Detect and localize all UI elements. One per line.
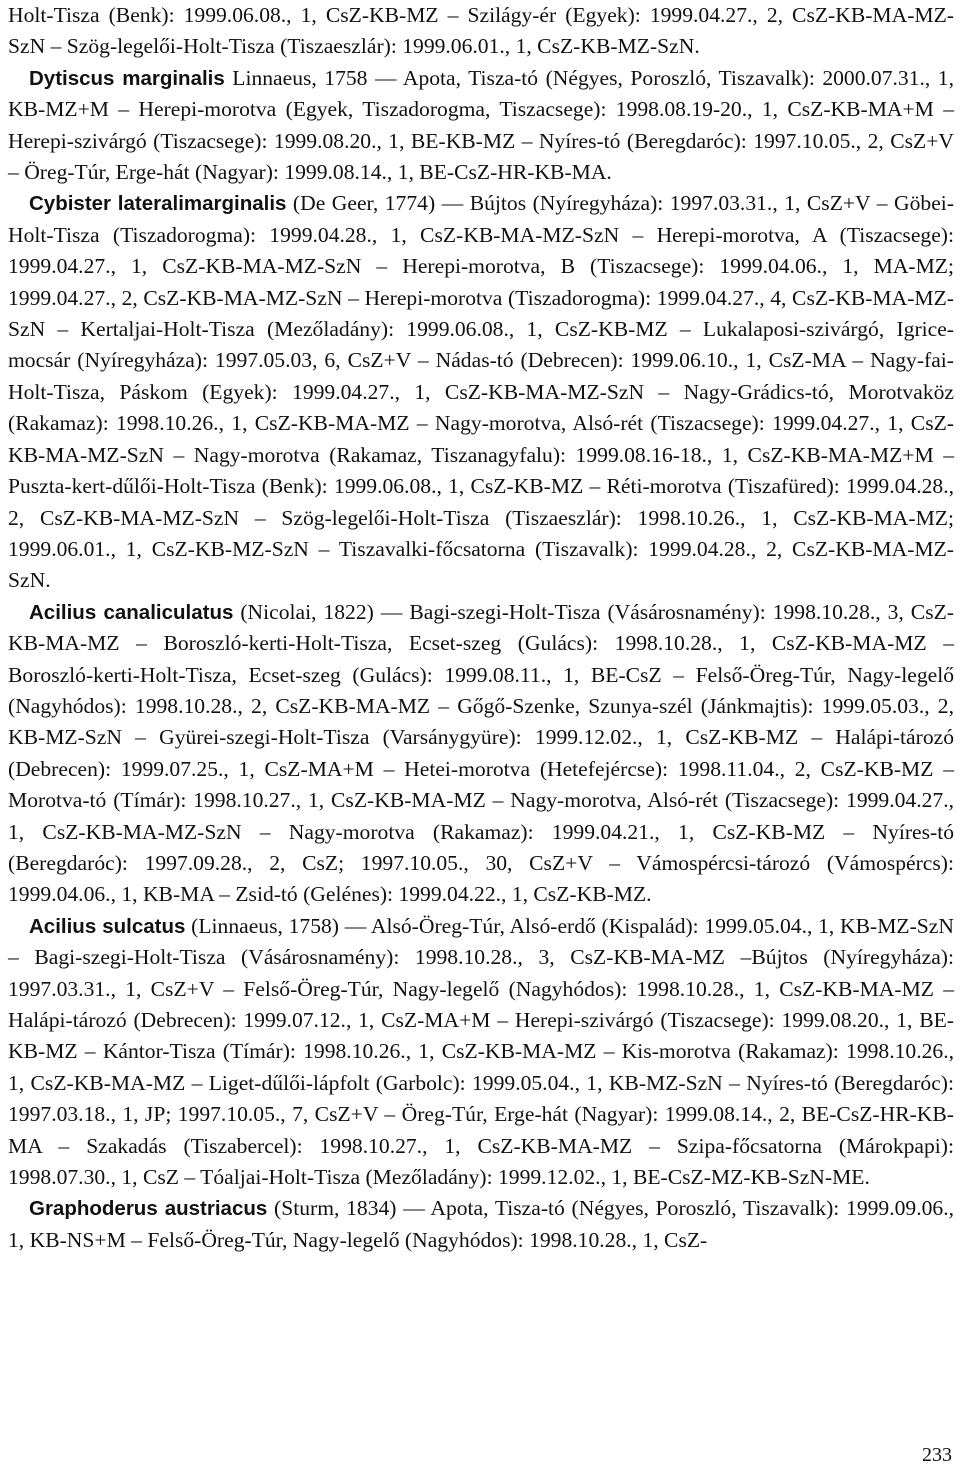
species-records: (Sturm, 1834) — Apota, Tisza-tó (Négyes, Poroszló, Tiszavalk): 1999.09.06., 1, KB-NS+M – Felső-Öreg-Túr, Nagy-legelő (Nagyhódos): 1998.10.28., 1, CsZ- — [8, 1196, 955, 1252]
species-records: (Linnaeus, 1758) — Alsó-Öreg-Túr, Alsó-erdő (Kispalád): 1999.05.04., 1, KB-MZ-SzN – Bagi-szegi-Holt-Tisza (Vásárosnamény): 1998.10.28., 3, CsZ-KB-MA-MZ –Bújtos (Nyíregyháza): 1997.03.31., 1, CsZ+V – Felső-Öreg-Túr, Nagy-legelő (Nagyhódos): 1998.10.28., 1, CsZ-KB-MA-MZ – Halápi-tározó (Debrecen): 1999.07.12., 1, CsZ-MA+M – Herepi-szivárgó (Tiszacsege): 1999.08.20., 1, BE-KB-MZ – Kántor-Tisza (Tímár): 1998.10.26., 1, CsZ-KB-MA-MZ – Kis-morotva (Rakamaz): 1998.10.26., 1, CsZ-KB-MA-MZ – Liget-dűlői-lápfolt (Garbolc): 1999.05.04., 1, KB-MZ-SzN – Nyíres-tó (Beregdaróc): 1997.03.18., 1, JP; 1997.10.05., 7, CsZ+V – Öreg-Túr, Erge-hát (Nagyar): 1999.08.14., 2, BE-CsZ-HR-KB-MA – Szakadás (Tiszabercel): 1998.10.27., 1, CsZ-KB-MA-MZ – Szipa-főcsatorna (Márokpapi): 1998.07.30., 1, CsZ – Tóaljai-Holt-Tisza (Mezőladány): 1999.12.02., 1, BE-CsZ-MZ-KB-SzN-ME. — [8, 913, 954, 1190]
document-page — [8, 0, 954, 1256]
species-entry-cybister-lateralimarginalis — [8, 188, 954, 596]
species-name: Dytiscus marginalis — [29, 66, 225, 90]
species-entry-dytiscus-marginalis — [8, 63, 954, 189]
species-records: (De Geer, 1774) — Bújtos (Nyíregyháza): 1997.03.31., 1, CsZ+V – Göbei-Holt-Tisza (Tiszadorogma): 1999.04.28., 1, CsZ-KB-MA-MZ-SzN – Herepi-morotva, A (Tiszacsege): 1999.04.27., 1, CsZ-KB-MA-MZ-SzN – Herepi-morotva, B (Tiszacsege): 1999.04.06., 1, MA-MZ; 1999.04.27., 2, CsZ-KB-MA-MZ-SzN – Herepi-morotva (Tiszadorogma): 1999.04.27., 4, CsZ-KB-MA-MZ-SzN – Kertaljai-Holt-Tisza (Mezőladány): 1999.06.08., 1, CsZ-KB-MZ – Lukalaposi-szivárgó, Igrice-mocsár (Nyíregyháza): 1997.05.03, 6, CsZ+V – Nádas-tó (Debrecen): 1999.06.10., 1, CsZ-MA – Nagy-fai-Holt-Tisza, Páskom (Egyek): 1999.04.27., 1, CsZ-KB-MA-MZ-SzN – Nagy-Grádics-tó, Morotvaköz (Rakamaz): 1998.10.26., 1, CsZ-KB-MA-MZ – Nagy-morotva, Alsó-rét (Tiszacsege): 1999.04.27., 1, CsZ-KB-MA-MZ-SzN – Nagy-morotva (Rakamaz, Tiszanagyfalu): 1999.08.16-18., 1, CsZ-KB-MA-MZ+M – Puszta-kert-dűlői-Holt-Tisza (Benk): 1999.06.08., 1, CsZ-KB-MZ – Réti-morotva (Tiszafüred): 1999.04.28., 2, CsZ-KB-MA-MZ-SzN – Szög-legelői-Holt-Tisza (Tiszaeszlár): 1998.10.26., 1, CsZ-KB-MA-MZ; 1999.06.01., 1, CsZ-KB-MZ-SzN – Tiszavalki-főcsatorna (Tiszavalk): 1999.04.28., 2, CsZ-KB-MA-MZ-SzN. — [8, 191, 954, 593]
paragraph-continuation — [8, 0, 954, 63]
species-name: Graphoderus austriacus — [29, 1197, 268, 1221]
species-name: Acilius canaliculatus — [29, 600, 234, 624]
species-records: (Nicolai, 1822) — Bagi-szegi-Holt-Tisza (Vásárosnamény): 1998.10.28., 3, CsZ-KB-MA-MZ – Boroszló-kerti-Holt-Tisza, Ecset-szeg (Gulács): 1998.10.28., 1, CsZ-KB-MA-MZ – Boroszló-kerti-Holt-Tisza, Ecset-szeg (Gulács): 1999.08.11., 1, BE-CsZ – Felső-Öreg-Túr, Nagy-legelő (Nagyhódos): 1998.10.28., 2, CsZ-KB-MA-MZ – Gőgő-Szenke, Szunya-szél (Jánkmajtis): 1999.05.03., 2, KB-MZ-SzN – Gyürei-szegi-Holt-Tisza (Varsánygyüre): 1999.12.02., 1, CsZ-KB-MZ – Halápi-tározó (Debrecen): 1999.07.25., 1, CsZ-MA+M – Hetei-morotva (Hetefejércse): 1998.11.04., 2, CsZ-KB-MZ – Morotva-tó (Tímár): 1998.10.27., 1, CsZ-KB-MA-MZ – Nagy-morotva, Alsó-rét (Tiszacsege): 1999.04.27., 1, CsZ-KB-MA-MZ-SzN – Nagy-morotva (Rakamaz): 1999.04.21., 1, CsZ-KB-MZ – Nyíres-tó (Beregdaróc): 1997.09.28., 2, CsZ; 1997.10.05., 30, CsZ+V – Vámospércsi-tározó (Vámospércs): 1999.04.06., 1, KB-MA – Zsid-tó (Gelénes): 1999.04.22., 1, CsZ-KB-MZ. — [8, 599, 954, 907]
species-name: Acilius sulcatus — [29, 914, 186, 938]
species-entry-acilius-sulcatus — [8, 911, 954, 1194]
species-name: Cybister lateralimarginalis — [29, 192, 287, 216]
species-entry-graphoderus-austriacus — [8, 1193, 954, 1256]
species-entry-acilius-canaliculatus — [8, 597, 954, 911]
paragraph-text: Holt-Tisza (Benk): 1999.06.08., 1, CsZ-KB-MZ – Szilágy-ér (Egyek): 1999.04.27., 2, CsZ-KB-MA-MZ-SzN – Szög-legelői-Holt-Tisza (Tiszaeszlár): 1999.06.01., 1, CsZ-KB-MZ-SzN. — [8, 3, 954, 59]
page-number: 233 — [922, 1444, 952, 1466]
species-records: Linnaeus, 1758 — Apota, Tisza-tó (Négyes, Poroszló, Tiszavalk): 2000.07.31., 1, KB-MZ+M – Herepi-morotva (Egyek, Tiszadorogma, Tiszacsege): 1998.08.19-20., 1, CsZ-KB-MA+M – Herepi-szivárgó (Tiszacsege): 1999.08.20., 1, BE-KB-MZ – Nyíres-tó (Beregdaróc): 1997.10.05., 2, CsZ+V – Öreg-Túr, Erge-hát (Nagyar): 1999.08.14., 1, BE-CsZ-HR-KB-MA. — [8, 65, 954, 185]
